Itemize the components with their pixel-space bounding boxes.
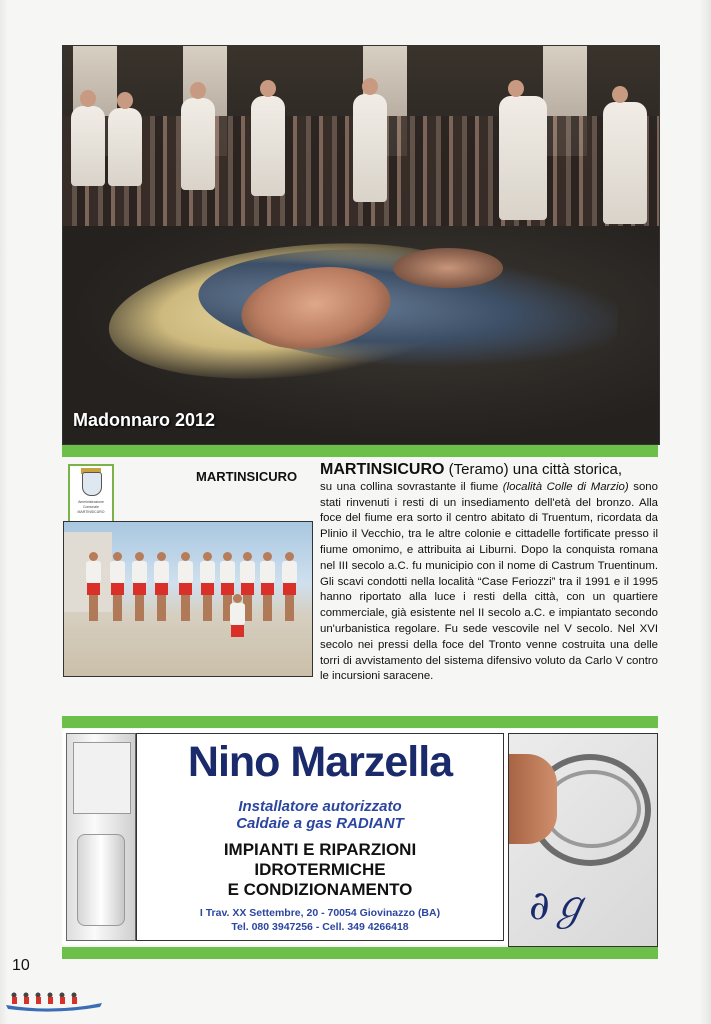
- athlete-kneeling: [230, 594, 244, 654]
- athlete: [132, 552, 146, 622]
- boiler-image: [66, 733, 136, 941]
- hose-coil: [543, 770, 641, 848]
- priest-figure: [353, 94, 387, 202]
- boiler-tank: [77, 834, 125, 926]
- crest-caption: Amministrazione Comunale MARTINSICURO: [77, 500, 105, 514]
- ad-subtitle: Installatore autorizzato: [238, 798, 402, 815]
- hand: [509, 754, 557, 844]
- athlete: [260, 552, 274, 622]
- ad-subtitle: Caldaie a gas RADIANT: [236, 815, 404, 832]
- athlete: [178, 552, 192, 622]
- city-label: MARTINSICURO: [196, 469, 298, 484]
- child-face: [393, 248, 503, 288]
- page-number: 10: [12, 957, 30, 974]
- municipal-crest: [68, 464, 114, 526]
- team-photo: [63, 521, 313, 677]
- ad-hands-photo: [508, 733, 658, 947]
- athlete: [154, 552, 168, 622]
- shield-icon: [82, 472, 102, 496]
- article-body-part: su una collina sovrastante il fiume: [320, 480, 503, 493]
- priest-figure: [108, 108, 142, 186]
- article-body-part: sono stati rinvenuti i resti di un insediamento dell'età del bronzo. Alla foce del fiume era sorto il centro abitato di Truentum, ricordata da Plinio il Vecchio, tra le altre colonie e cittadelle fortificate presso il fiume omonimo, e attribuita ai Liburni. Dopo la conquista romana nel III secolo a.C. fu municipio con il nome di Castrum Truentinum. Gli scavi condotti nella località “Case Feriozzi” tra il 1991 e il 1995 hanno riportato alla luce i resti della città, con un quartiere commerciale, già esistente nel II secolo a.C. e impiantato secondo un'urbanistica regolare. Fu sede vescovile nel V secolo. Nel XVI secolo nei pressi della foce del Tronto venne costruita una delle torri di avvistamento del sistema difensivo voluto da Carlo V contro le incursioni saracene.: [320, 480, 658, 683]
- article-lead-rest: (Teramo) una città storica,: [444, 461, 622, 478]
- ad-phone: Tel. 080 3947256 - Cell. 349 4266418: [231, 921, 409, 933]
- athlete: [282, 552, 296, 622]
- athlete: [110, 552, 124, 622]
- ad-address: I Trav. XX Settembre, 20 - 70054 Giovinazzo (BA): [199, 907, 441, 919]
- athlete: [86, 552, 100, 622]
- priest-figure: [181, 98, 215, 190]
- article-lead: MARTINSICURO: [320, 461, 445, 478]
- article-body-italic: (località Colle di Marzio): [502, 480, 629, 493]
- article-body: [320, 480, 658, 685]
- ad-business-name: Nino Marzella: [187, 738, 453, 786]
- ad-service-line: IDROTERMICHE: [254, 860, 386, 879]
- divider-bar: [62, 947, 658, 959]
- hero-photo: [62, 45, 660, 445]
- article-text: [320, 462, 658, 685]
- boiler-panel: [73, 742, 131, 814]
- rowing-boat-icon: [4, 983, 104, 1013]
- decorative-script: ∂ℊ: [529, 883, 590, 929]
- divider-bar: [62, 445, 658, 457]
- priest-figure: [71, 106, 105, 186]
- priest-figure: [499, 96, 547, 220]
- athlete: [200, 552, 214, 622]
- ad-service-line: E CONDIZIONAMENTO: [227, 880, 413, 899]
- divider-bar: [62, 716, 658, 728]
- ad-text-box: [136, 733, 504, 941]
- hero-caption: Madonnaro 2012: [73, 410, 216, 430]
- ad-service-line: IMPIANTI E RIPARZIONI: [223, 840, 417, 859]
- priest-figure: [251, 96, 285, 196]
- priest-figure: [603, 102, 647, 224]
